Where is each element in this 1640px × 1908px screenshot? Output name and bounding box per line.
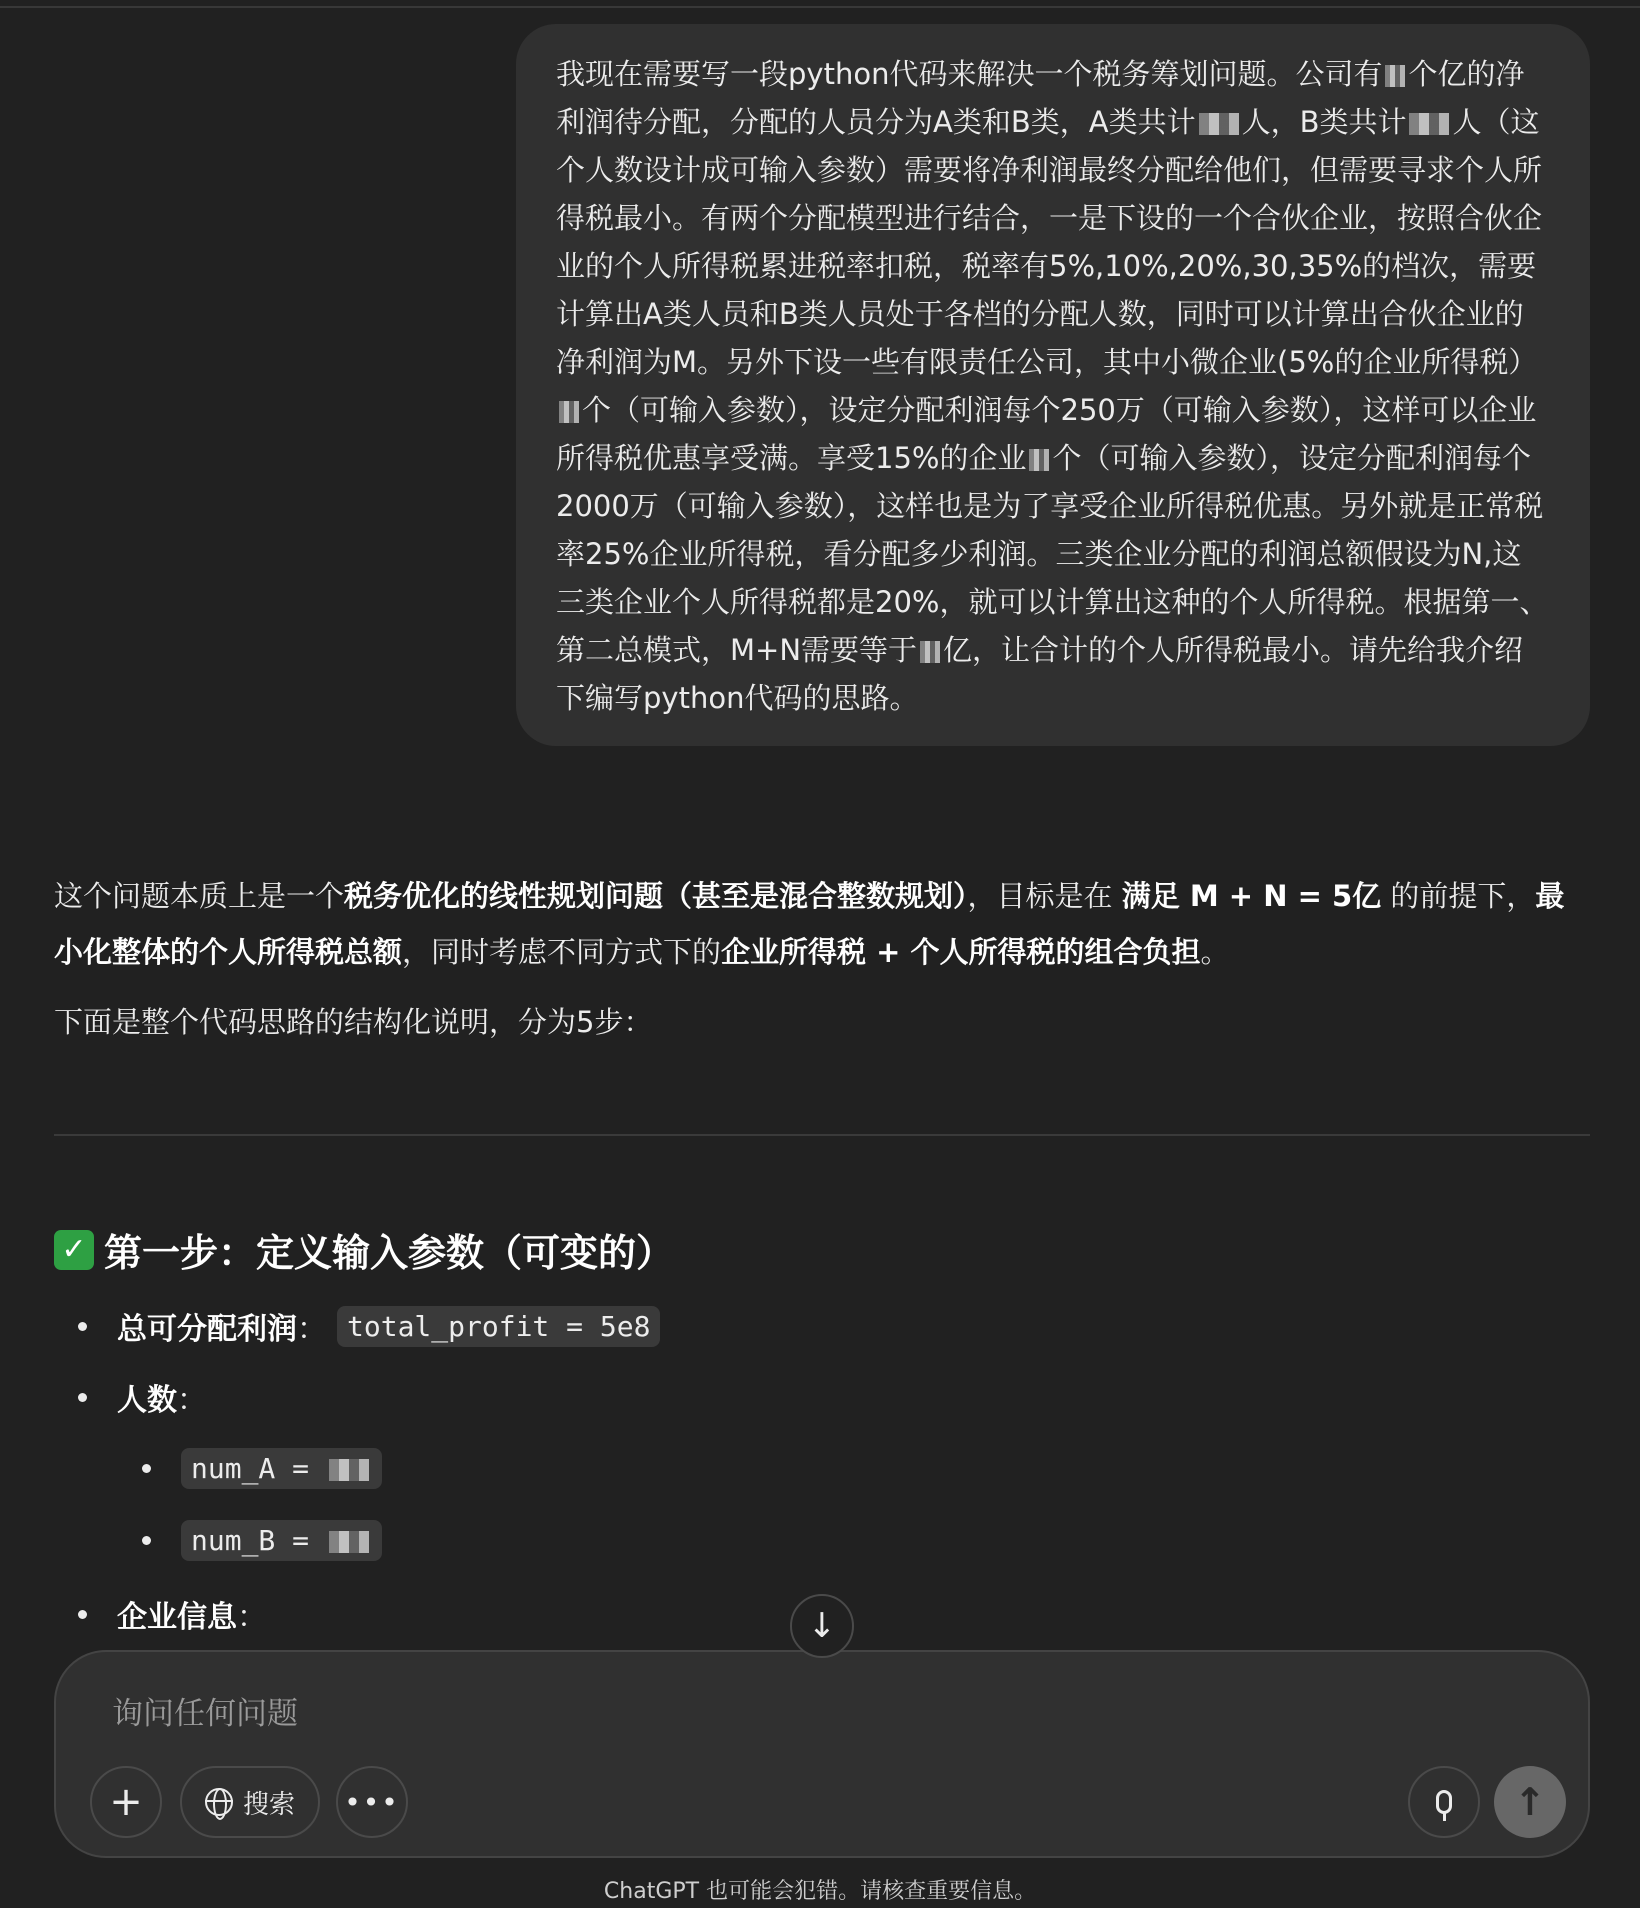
redacted-value: [1029, 449, 1049, 471]
search-button[interactable]: [180, 1766, 320, 1838]
code-text: num_A =: [191, 1452, 326, 1485]
intro-bold: 满足 M + N = 5亿: [1121, 879, 1382, 913]
inline-code: [181, 1520, 382, 1561]
add-attachment-button[interactable]: [90, 1766, 162, 1838]
voice-input-button[interactable]: [1408, 1766, 1480, 1838]
bullet-colon: ：: [297, 1312, 327, 1347]
bullet-label: 企业信息: [117, 1600, 237, 1635]
bullet-dot: [78, 1610, 87, 1619]
prompt-input[interactable]: 询问任何问题: [112, 1696, 298, 1732]
redacted-value: [1409, 113, 1449, 135]
user-message-bubble: [516, 24, 1590, 746]
plus-icon: +: [109, 1779, 143, 1825]
scroll-to-bottom-button[interactable]: [790, 1594, 854, 1658]
arrow-down-icon: ↓: [807, 1606, 837, 1646]
section-divider: [54, 1134, 1590, 1136]
bullet-label: 总可分配利润: [117, 1312, 297, 1347]
search-label: 搜索: [242, 1789, 295, 1820]
bullet-num-b: [142, 1520, 382, 1561]
assistant-intro-paragraph: [54, 868, 1590, 980]
disclaimer-text: ChatGPT 也可能会犯错。请核查重要信息。: [603, 1879, 1037, 1904]
bullet-colon: ：: [237, 1600, 267, 1635]
bullet-dot: [78, 1322, 87, 1331]
bullet-dot: [142, 1464, 151, 1473]
redacted-value: [329, 1531, 369, 1553]
intro-bold: 税务优化的线性规划问题（甚至是混合整数规划）: [344, 879, 968, 913]
more-icon: •••: [344, 1785, 400, 1819]
globe-icon: [205, 1788, 233, 1816]
user-message-text: 人，B类共计: [1241, 105, 1407, 139]
redacted-value: [1385, 65, 1405, 87]
redacted-value: [920, 641, 940, 663]
user-message-text: 亿，让合计的个人所得税最小。请先给我介绍下编写python代码的思路。: [556, 633, 1524, 715]
message-composer[interactable]: [54, 1650, 1590, 1858]
assistant-message: [54, 868, 1590, 1050]
bullet-total-profit: [78, 1304, 660, 1348]
code-text: num_B =: [191, 1524, 326, 1557]
user-message-text: 人（这个人数设计成可输入参数）需要将净利润最终分配给他们，但需要寻求个人所得税最小。有两个分配模型进行结合，一是下设的一个合伙企业，按照合伙企业的个人所得税累进税率扣税，税率有5%,10%,20%,30,35%的档次，需要计算出A类人员和B类人员处于各档的分配人数，同时可以计算出合伙企业的净利润为M。另外下设一些有限责任公司，其中小微企业(5%的企业所得税）: [556, 105, 1543, 379]
user-message-text: 个（可输入参数），设定分配利润每个250万（可输入参数），这样可以企业所得税优惠享受满。享受15%的企业: [556, 393, 1537, 475]
bullet-label: 人数: [117, 1383, 177, 1418]
redacted-value: [559, 401, 579, 423]
top-divider: [0, 6, 1640, 8]
user-message-text: 个亿的净利润待分配，分配的人员分为A类和B类，A类共计: [556, 57, 1525, 139]
redacted-value: [329, 1459, 369, 1481]
bullet-num-a: [142, 1448, 382, 1489]
step1-heading: [54, 1222, 674, 1277]
user-message-text: 个（可输入参数），设定分配利润每个2000万（可输入参数），这样也是为了享受企业所得税优惠。另外就是正常税率25%企业所得税，看分配多少利润。三类企业分配的利润总额假设为N,这三类企业个人所得税都是20%，就可以计算出这种的个人所得税。根据第一、第二总模式，M+N需要等于: [556, 441, 1549, 667]
inline-code: [181, 1448, 382, 1489]
intro-bold: 最小化整体的个人所得税总额: [54, 879, 1565, 969]
bullet-dot: [142, 1536, 151, 1545]
intro-text: 这个问题本质上是一个: [54, 879, 345, 913]
intro-bold: 企业所得税 + 个人所得税的组合负担: [721, 935, 1201, 969]
intro-text: 的前提下，: [1381, 879, 1536, 913]
inline-code: total_profit = 5e8: [337, 1306, 660, 1347]
microphone-icon: [1436, 1790, 1452, 1814]
bullet-dot: [78, 1393, 87, 1402]
bullet-colon: ：: [177, 1383, 207, 1418]
send-button[interactable]: [1494, 1766, 1566, 1838]
intro-text: ，同时考虑不同方式下的: [402, 935, 722, 969]
user-message-text: 我现在需要写一段python代码来解决一个税务筹划问题。公司有: [556, 57, 1383, 91]
step1-title: 第一步：定义输入参数（可变的）: [104, 1231, 675, 1275]
bullet-people: [78, 1375, 207, 1419]
assistant-steps-intro: 下面是整个代码思路的结构化说明，分为5步：: [54, 1005, 653, 1039]
more-options-button[interactable]: [336, 1766, 408, 1838]
bullet-company-info: [78, 1592, 267, 1636]
intro-text: 。: [1200, 935, 1230, 969]
intro-text: ，目标是在: [967, 879, 1122, 913]
redacted-value: [1199, 113, 1239, 135]
arrow-up-icon: ↑: [1514, 1780, 1546, 1824]
check-mark-icon: ✓: [54, 1230, 94, 1270]
